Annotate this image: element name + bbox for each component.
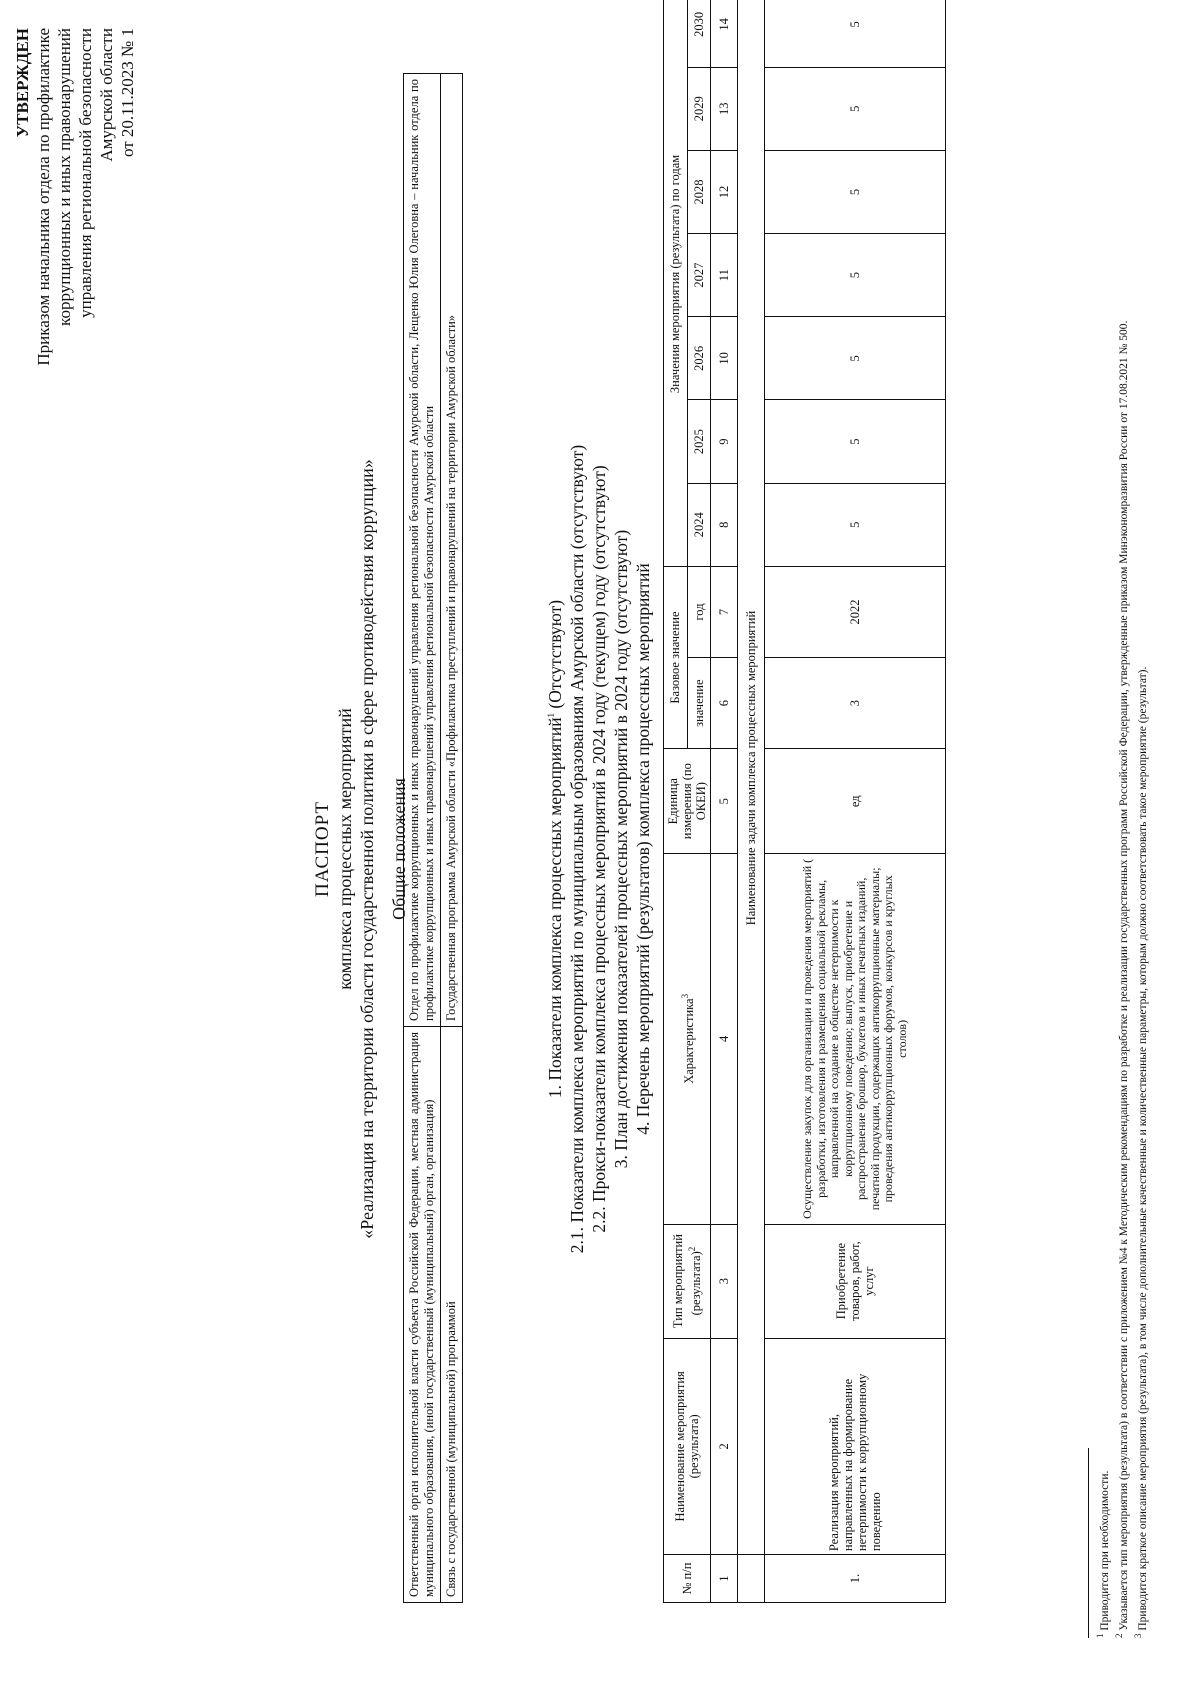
title-general-provisions: Общие положения xyxy=(389,778,409,920)
footnotes xyxy=(1088,38,1149,1638)
footnote-mark: 2 xyxy=(1113,1633,1124,1638)
row-base-value: 3 xyxy=(765,658,946,749)
task-row xyxy=(738,0,765,1603)
row-year-value: 5 xyxy=(765,0,946,67)
footnote xyxy=(1093,38,1112,1638)
header-desc-text: Характеристика xyxy=(682,998,697,1084)
table-header-row xyxy=(664,0,688,1603)
section-heading: 3. План достижения показателей процессных мероприятий в 2024 году (отсутствуют) xyxy=(610,529,631,1169)
row-unit: ед xyxy=(765,749,946,854)
header-year: 2028 xyxy=(687,150,711,233)
approval-date: от 20.11.2023 № 1 xyxy=(118,28,137,158)
column-number: 10 xyxy=(711,317,738,400)
title-subtitle: комплекса процессных мероприятий xyxy=(335,708,355,990)
header-unit: Единица измерения (по ОКЕИ) xyxy=(664,749,711,854)
general-provisions-table xyxy=(403,73,463,1603)
column-number: 1 xyxy=(711,1555,738,1603)
column-number: 11 xyxy=(711,234,738,317)
section-text: 1. Показатели комплекса процессных мероприятий xyxy=(544,717,565,1099)
header-num: № п/п xyxy=(664,1555,711,1603)
activities-table xyxy=(663,0,946,1603)
approval-line: коррупционных и иных правонарушений xyxy=(55,28,74,326)
column-number: 13 xyxy=(711,67,738,150)
footnote-divider xyxy=(1088,1448,1089,1638)
footnote-mark: 1 xyxy=(546,712,556,718)
approval-head: УТВЕРЖДЕН xyxy=(13,28,32,138)
footnote xyxy=(1112,38,1131,1638)
footnote-mark: 2 xyxy=(686,1246,697,1252)
footnote xyxy=(1131,38,1150,1638)
row-year-value: 5 xyxy=(765,317,946,400)
title-program-name: «Реализация на территории области государственной политики в сфере противодействия коррупции» xyxy=(357,459,377,1239)
header-base-value: значение xyxy=(687,658,711,749)
footnote-mark: 3 xyxy=(1132,1633,1143,1638)
title-passport: ПАСПОРТ xyxy=(312,800,333,898)
row-year-value: 5 xyxy=(765,67,946,150)
general-key: Ответственный орган исполнительной власти субъекта Российской Федерации, местная администрация муниципального образования, (иной государственный (муниципальный) орган, организация) xyxy=(404,1027,441,1603)
header-desc xyxy=(664,854,711,1224)
header-type-text: Тип мероприятий (результата) xyxy=(670,1234,704,1329)
table-row xyxy=(441,74,463,1603)
section-heading: 2.1. Показатели комплекса мероприятий по муниципальным образованиям Амурской области (отсутствуют) xyxy=(566,444,587,1254)
section-heading: 4. Перечень мероприятий (результатов) комплекса процессных мероприятий xyxy=(632,563,653,1135)
header-year: 2025 xyxy=(687,400,711,483)
column-number: 2 xyxy=(711,1338,738,1555)
column-number: 6 xyxy=(711,658,738,749)
footnote-mark: 3 xyxy=(679,993,690,999)
column-number: 14 xyxy=(711,0,738,67)
row-year-value: 5 xyxy=(765,150,946,233)
general-value: Отдел по профилактике коррупционных и иных правонарушений управления региональной безопасности Амурской области, Лещенко Юлия Олеговна – начальник отдела по профилактике коррупционных и иных правонарушений управления региональной безопасности Амурской области xyxy=(404,74,441,1027)
section-heading: 2.2. Прокси-показатели комплекса процессных мероприятий в 2024 году (текущем) году (отсутствуют) xyxy=(588,465,609,1233)
approval-line: управления региональной безопасности xyxy=(76,28,95,318)
header-year: 2030 xyxy=(687,0,711,67)
header-year: 2024 xyxy=(687,483,711,566)
section-headings xyxy=(540,0,654,1698)
approval-block xyxy=(12,28,138,366)
column-number: 5 xyxy=(711,749,738,854)
column-number: 7 xyxy=(711,566,738,657)
row-desc: Осуществление закупок для организации и проведения мероприятий ( разработки, изготовления и размещения социальной рекламы, направленной на создание в обществе нетерпимости к коррупционному поведению; выпуск, приобретение и распространение брошюр, буклетов и иных печатных изданий, печатной продукции, содержащих антикоррупционные материалы; проведения антикоррупционных форумов, конкурсов и круглых столов) xyxy=(765,854,946,1224)
column-number: 4 xyxy=(711,854,738,1224)
task-row-empty xyxy=(738,1555,765,1603)
row-base-year: 2022 xyxy=(765,566,946,657)
column-number: 12 xyxy=(711,150,738,233)
approval-line: Приказом начальника отдела по профилактике xyxy=(34,28,53,366)
header-year: 2026 xyxy=(687,317,711,400)
row-num: 1. xyxy=(765,1555,946,1603)
row-type: Приобретение товаров, работ, услуг xyxy=(765,1224,946,1338)
general-value: Государственная программа Амурской области «Профилактика преступлений и правонарушений на территории Амурской области» xyxy=(441,74,463,1027)
column-number: 8 xyxy=(711,483,738,566)
footnote-text: Указывается тип мероприятия (результата) в соответствии с приложением №4 к Методическим рекомендациям по разработке и реализации государственных программ Российской Федерации, утвержденные приказом Минэкономразвития России от 17.08.2021 № 500. xyxy=(1117,320,1130,1634)
column-numbers-row xyxy=(711,0,738,1603)
document-title xyxy=(312,0,410,1698)
header-year: 2029 xyxy=(687,67,711,150)
section-tail: (Отсутствуют) xyxy=(544,599,565,713)
footnote-text: Приводится краткое описание мероприятия (результата), в том числе дополнительные качественные и количественные параметры, которым должно соответствовать такое мероприятие (результат). xyxy=(1136,666,1149,1634)
row-year-value: 5 xyxy=(765,483,946,566)
row-year-value: 5 xyxy=(765,234,946,317)
column-number: 3 xyxy=(711,1224,738,1338)
footnote-text: Приводится при необходимости. xyxy=(1098,1470,1111,1634)
header-years-group: Значения мероприятия (результата) по годам xyxy=(664,0,688,566)
column-number: 9 xyxy=(711,400,738,483)
approval-line: Амурской области xyxy=(97,28,116,162)
table-row xyxy=(404,74,441,1603)
header-name: Наименование мероприятия (результата) xyxy=(664,1338,711,1555)
table-row xyxy=(765,0,946,1603)
section-heading xyxy=(540,0,566,1698)
header-base: Базовое значение xyxy=(664,566,688,748)
header-year: 2027 xyxy=(687,234,711,317)
header-type xyxy=(664,1224,711,1338)
task-name: Наименование задачи комплекса процессных мероприятий xyxy=(738,0,765,1555)
row-name: Реализация мероприятий, направленных на формирование нетерпимости к коррупционному поведению xyxy=(765,1338,946,1555)
general-key: Связь с государственной (муниципальной) программой xyxy=(441,1027,463,1603)
footnote-mark: 1 xyxy=(1095,1633,1105,1638)
row-year-value: 5 xyxy=(765,400,946,483)
header-base-year: год xyxy=(687,566,711,657)
